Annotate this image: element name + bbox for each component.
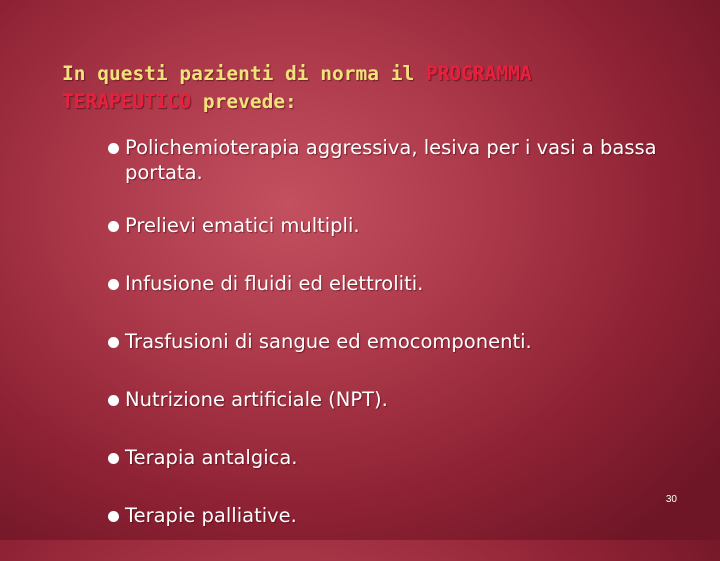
bullet-text: Infusione di fluidi ed elettroliti.: [125, 272, 424, 295]
bullet-dot-icon: [108, 337, 119, 348]
bullet-text: Nutrizione artificiale (NPT).: [125, 388, 388, 411]
bullet-text: Prelievi ematici multipli.: [125, 214, 360, 237]
bullet-text: Terapie palliative.: [125, 504, 297, 527]
bullet-item: [108, 387, 668, 412]
slide-title: [62, 60, 662, 116]
bullet-text: Terapia antalgica.: [125, 446, 298, 469]
bullet-text: Trasfusioni di sangue ed emocomponenti.: [125, 330, 532, 353]
title-highlight-programma: PROGRAMMA: [425, 62, 532, 85]
bullet-item: [108, 271, 668, 296]
bullet-text: Polichemioterapia aggressiva, lesiva per i vasi a bassa portata.: [125, 136, 657, 184]
title-text-part1: In questi pazienti di norma il: [62, 62, 426, 85]
bullet-dot-icon: [108, 279, 119, 290]
title-text-part2: prevede:: [191, 90, 297, 113]
bullet-item: [108, 445, 668, 470]
bullet-dot-icon: [108, 221, 119, 232]
bullet-dot-icon: [108, 395, 119, 406]
bullet-item: [108, 135, 668, 185]
bullet-dot-icon: [108, 511, 119, 522]
title-highlight-terapeutico: TERAPEUTICO: [62, 90, 192, 113]
bullet-dot-icon: [108, 453, 119, 464]
page-number: 30: [665, 494, 677, 505]
bullet-item: [108, 213, 668, 238]
bullet-list: [108, 135, 668, 561]
bullet-item: [108, 329, 668, 354]
bullet-item: [108, 503, 668, 528]
bullet-dot-icon: [108, 143, 119, 154]
